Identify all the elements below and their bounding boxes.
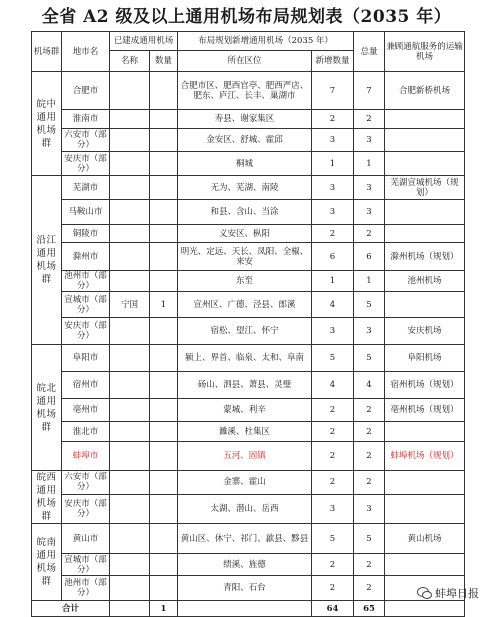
transport-cell: 黄山机场 [385, 524, 465, 554]
header-built-count: 数量 [150, 51, 178, 72]
transport-cell: 蚌埠机场（规划） [385, 442, 465, 471]
transport-cell: 宿州机场（规划） [385, 372, 465, 399]
built-name-cell [110, 176, 150, 200]
total-cell: 2 [354, 554, 385, 576]
new-count-cell: 4 [312, 372, 354, 399]
transport-cell [385, 494, 465, 523]
built-count-cell [150, 129, 178, 152]
built-count-cell [150, 422, 178, 442]
table-row [32, 72, 465, 110]
summary-total: 65 [354, 601, 385, 617]
built-name-cell [110, 72, 150, 110]
new-count-cell: 3 [312, 318, 354, 345]
district-cell: 明光、定远、天长、凤阳、全椒、来安 [178, 243, 312, 271]
total-cell: 5 [354, 524, 385, 554]
new-count-cell: 1 [312, 271, 354, 292]
district-cell: 和县、含山、当涂 [178, 200, 312, 225]
total-cell: 3 [354, 129, 385, 152]
built-count-cell [150, 271, 178, 292]
table-row [32, 243, 465, 271]
built-name-cell [110, 576, 150, 601]
built-name-cell [110, 225, 150, 243]
built-count-cell [150, 72, 178, 110]
new-count-cell: 3 [312, 494, 354, 523]
total-cell: 3 [354, 176, 385, 200]
city-cell: 安庆市（部分） [62, 318, 110, 345]
total-cell: 5 [354, 345, 385, 372]
transport-cell [385, 152, 465, 176]
city-cell: 六安市（部分） [62, 129, 110, 152]
table-row [32, 200, 465, 225]
new-count-cell: 4 [312, 292, 354, 318]
city-cell: 宣城市（部分） [62, 554, 110, 576]
city-cell: 淮南市 [62, 110, 110, 129]
transport-cell: 芜湖宣城机场（规划） [385, 176, 465, 200]
table-row [32, 176, 465, 200]
built-name-cell [110, 345, 150, 372]
city-cell: 淮北市 [62, 422, 110, 442]
city-cell: 宿州市 [62, 372, 110, 399]
table-row [32, 494, 465, 523]
header-district: 所在区位 [178, 51, 312, 72]
table-row [32, 471, 465, 495]
new-count-cell: 5 [312, 345, 354, 372]
total-cell: 6 [354, 243, 385, 271]
total-cell: 1 [354, 152, 385, 176]
district-cell: 颍上、界首、临泉、太和、阜南 [178, 345, 312, 372]
group-cell: 皖西通用机场群 [32, 471, 62, 524]
total-cell: 2 [354, 422, 385, 442]
total-cell: 7 [354, 72, 385, 110]
watermark [417, 585, 479, 601]
district-cell: 合肥市区、肥西官亭、肥西严店、肥东、庐江、长丰、巢湖市 [178, 72, 312, 110]
table-row [32, 152, 465, 176]
district-cell: 义安区、枞阳 [178, 225, 312, 243]
table-row [32, 524, 465, 554]
page-title: 全省 A2 级及以上通用机场布局规划表（2035 年） [41, 7, 452, 27]
built-name-cell [110, 524, 150, 554]
built-count-cell [150, 372, 178, 399]
built-name-cell [110, 372, 150, 399]
built-name-cell [110, 200, 150, 225]
header-built: 已建成通用机场 [110, 32, 178, 51]
total-cell: 2 [354, 225, 385, 243]
transport-cell: 安庆机场 [385, 318, 465, 345]
transport-cell [385, 129, 465, 152]
header-planned: 布局规划新增通用机场（2035 年） [178, 32, 354, 51]
group-cell: 皖中通用机场群 [32, 72, 62, 176]
group-cell: 皖北通用机场群 [32, 345, 62, 471]
header-group: 机场群 [32, 32, 62, 72]
built-name-cell [110, 494, 150, 523]
chat-bubble-icon [417, 587, 431, 599]
transport-cell: 合肥新桥机场 [385, 72, 465, 110]
city-cell: 亳州市 [62, 399, 110, 422]
airport-plan-table [31, 31, 465, 617]
new-count-cell: 2 [312, 442, 354, 471]
built-name-cell: 宁国 [110, 292, 150, 318]
table-row [32, 225, 465, 243]
city-cell: 池州市（部分） [62, 576, 110, 601]
built-name-cell [110, 318, 150, 345]
transport-cell [385, 225, 465, 243]
built-count-cell [150, 524, 178, 554]
built-count-cell [150, 471, 178, 495]
district-cell: 濉溪、杜集区 [178, 422, 312, 442]
district-cell: 桐城 [178, 152, 312, 176]
built-name-cell [110, 243, 150, 271]
city-cell: 合肥市 [62, 72, 110, 110]
district-cell: 宿松、望江、怀宁 [178, 318, 312, 345]
city-cell: 铜陵市 [62, 225, 110, 243]
district-cell: 寿县、谢家集区 [178, 110, 312, 129]
built-count-cell [150, 225, 178, 243]
city-cell: 黄山市 [62, 524, 110, 554]
table-row [32, 129, 465, 152]
total-cell: 3 [354, 494, 385, 523]
transport-cell: 滁州机场（规划） [385, 243, 465, 271]
new-count-cell: 2 [312, 225, 354, 243]
built-count-cell [150, 576, 178, 601]
transport-cell [385, 200, 465, 225]
table-row [32, 422, 465, 442]
total-cell: 4 [354, 372, 385, 399]
district-cell: 黄山区、休宁、祁门、歙县、黟县 [178, 524, 312, 554]
new-count-cell: 6 [312, 243, 354, 271]
city-cell: 六安市（部分） [62, 471, 110, 495]
built-count-cell [150, 176, 178, 200]
transport-cell [385, 422, 465, 442]
table-row [32, 110, 465, 129]
new-count-cell: 2 [312, 554, 354, 576]
total-cell: 3 [354, 200, 385, 225]
table-row [32, 576, 465, 601]
total-cell: 2 [354, 110, 385, 129]
district-cell: 绩溪、旌德 [178, 554, 312, 576]
new-count-cell: 2 [312, 422, 354, 442]
built-count-cell [150, 345, 178, 372]
new-count-cell: 1 [312, 152, 354, 176]
table-row [32, 271, 465, 292]
table-row [32, 372, 465, 399]
district-cell: 宣州区、广德、泾县、郎溪 [178, 292, 312, 318]
table-body [32, 32, 465, 617]
total-cell: 3 [354, 318, 385, 345]
header-built-name: 名称 [110, 51, 150, 72]
city-cell: 池州市（部分） [62, 271, 110, 292]
group-cell: 沿江通用机场群 [32, 176, 62, 345]
built-count-cell [150, 243, 178, 271]
transport-cell [385, 554, 465, 576]
total-cell: 5 [354, 292, 385, 318]
table-row [32, 292, 465, 318]
built-count-cell [150, 318, 178, 345]
built-name-cell [110, 129, 150, 152]
built-name-cell [110, 554, 150, 576]
total-cell: 2 [354, 576, 385, 601]
table-row [32, 399, 465, 422]
watermark-text: 蚌埠日报 [435, 587, 479, 600]
built-count-cell [150, 152, 178, 176]
transport-cell [385, 292, 465, 318]
district-cell: 五河、固镇 [178, 442, 312, 471]
table-row [32, 554, 465, 576]
district-cell: 蒙城、利辛 [178, 399, 312, 422]
built-name-cell [110, 152, 150, 176]
built-name-cell [110, 442, 150, 471]
header-new-count: 新增数量 [312, 51, 354, 72]
new-count-cell: 3 [312, 200, 354, 225]
district-cell: 太湖、潜山、岳西 [178, 494, 312, 523]
total-cell: 1 [354, 271, 385, 292]
city-cell: 宣城市（部分） [62, 292, 110, 318]
built-name-cell [110, 399, 150, 422]
built-name-cell [110, 422, 150, 442]
city-cell: 马鞍山市 [62, 200, 110, 225]
header-transport: 兼顾通航服务的运输机场 [385, 32, 465, 72]
total-cell: 2 [354, 399, 385, 422]
built-name-cell [110, 271, 150, 292]
built-count-cell [150, 554, 178, 576]
built-count-cell [150, 442, 178, 471]
city-cell: 安庆市（部分） [62, 152, 110, 176]
new-count-cell: 2 [312, 576, 354, 601]
summary-label: 合计 [32, 601, 110, 617]
district-cell: 青阳、石台 [178, 576, 312, 601]
new-count-cell: 3 [312, 176, 354, 200]
built-name-cell [110, 471, 150, 495]
new-count-cell: 2 [312, 399, 354, 422]
city-cell: 阜阳市 [62, 345, 110, 372]
transport-cell: 阜阳机场 [385, 345, 465, 372]
district-cell: 金寨、霍山 [178, 471, 312, 495]
new-count-cell: 5 [312, 524, 354, 554]
city-cell: 滁州市 [62, 243, 110, 271]
header-total: 总量 [354, 32, 385, 72]
built-count-cell [150, 200, 178, 225]
group-cell: 皖南通用机场群 [32, 524, 62, 601]
summary-new: 64 [312, 601, 354, 617]
new-count-cell: 3 [312, 129, 354, 152]
transport-cell [385, 110, 465, 129]
new-count-cell: 7 [312, 72, 354, 110]
total-cell: 2 [354, 442, 385, 471]
summary-built-count: 1 [150, 601, 178, 617]
table-row [32, 318, 465, 345]
city-cell: 蚌埠市 [62, 442, 110, 471]
header-city: 地市名 [62, 32, 110, 72]
city-cell: 芜湖市 [62, 176, 110, 200]
new-count-cell: 2 [312, 110, 354, 129]
table-row [32, 442, 465, 471]
transport-cell: 池州机场 [385, 271, 465, 292]
district-cell: 金安区、舒城、霍邱 [178, 129, 312, 152]
transport-cell [385, 471, 465, 495]
city-cell: 安庆市（部分） [62, 494, 110, 523]
built-name-cell [110, 110, 150, 129]
total-cell: 2 [354, 471, 385, 495]
table-row [32, 345, 465, 372]
built-count-cell [150, 110, 178, 129]
district-cell: 砀山、泗县、萧县、灵璧 [178, 372, 312, 399]
built-count-cell [150, 399, 178, 422]
district-cell: 东至 [178, 271, 312, 292]
built-count-cell [150, 494, 178, 523]
transport-cell: 亳州机场（规划） [385, 399, 465, 422]
new-count-cell: 2 [312, 471, 354, 495]
district-cell: 无为、芜湖、南陵 [178, 176, 312, 200]
built-count-cell: 1 [150, 292, 178, 318]
header-row-1 [32, 32, 465, 51]
